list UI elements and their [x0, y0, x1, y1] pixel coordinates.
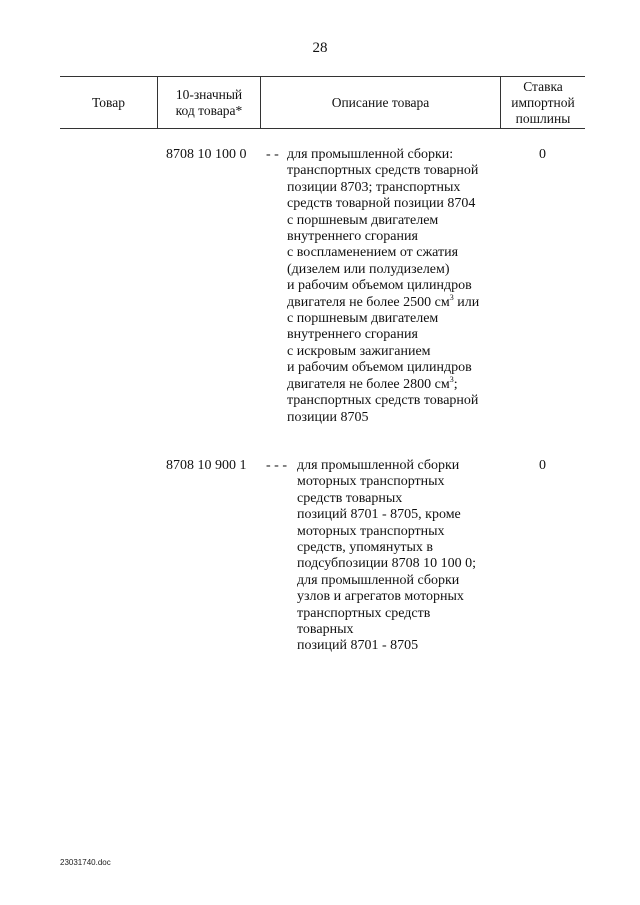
header-description-label: Описание товара — [331, 94, 430, 110]
header-code-label: 10-значный код товара* — [175, 86, 243, 118]
product-description: для промышленной сборки моторных транспортных средств товарных позиций 8701 - 8705, кроме моторных транспортных средств, упомянутых в подсубпозиции 8708 10 100 0; для промышленной сборки узлов и агрегатов моторных транспортных средств товарных позиций 8701 - 8705 — [297, 458, 477, 654]
page-number: 28 — [312, 40, 328, 56]
header-product — [60, 77, 157, 128]
level-dashes: - - — [266, 147, 279, 162]
product-code: 8708 10 100 0 — [166, 147, 247, 162]
header-duty-rate — [501, 77, 585, 128]
footer-filename: 23031740.doc — [60, 858, 111, 867]
description-text: или с поршневым двигателем внутреннего сгорания с искровым зажиганием и рабочим объемом цилиндров двигателя не более 2800 см — [287, 294, 480, 392]
duty-rate: 0 — [539, 458, 546, 473]
header-description — [261, 77, 500, 128]
description-text: ; транспортных средств товарной позиции 8705 — [287, 376, 479, 425]
header-code — [158, 77, 260, 128]
table-header-rule — [60, 128, 585, 129]
product-code: 8708 10 900 1 — [166, 458, 247, 473]
duty-rate: 0 — [539, 147, 546, 162]
description-text: для промышленной сборки: транспортных средств товарной позиции 8703; транспортных средств товарной позиции 8704 с поршневым двигателем внутреннего сгорания с воспламенением от сжатия (дизелем или полудизелем) и рабочим объемом цилиндров двигателя не более 2500 см — [287, 147, 479, 310]
level-dashes: - - - — [266, 458, 287, 473]
header-duty-rate-label: Ставка импортной пошлины — [511, 78, 575, 126]
superscript: 3 — [449, 374, 454, 384]
product-description — [287, 147, 479, 426]
header-product-label: Товар — [92, 94, 125, 110]
superscript: 3 — [449, 292, 454, 302]
